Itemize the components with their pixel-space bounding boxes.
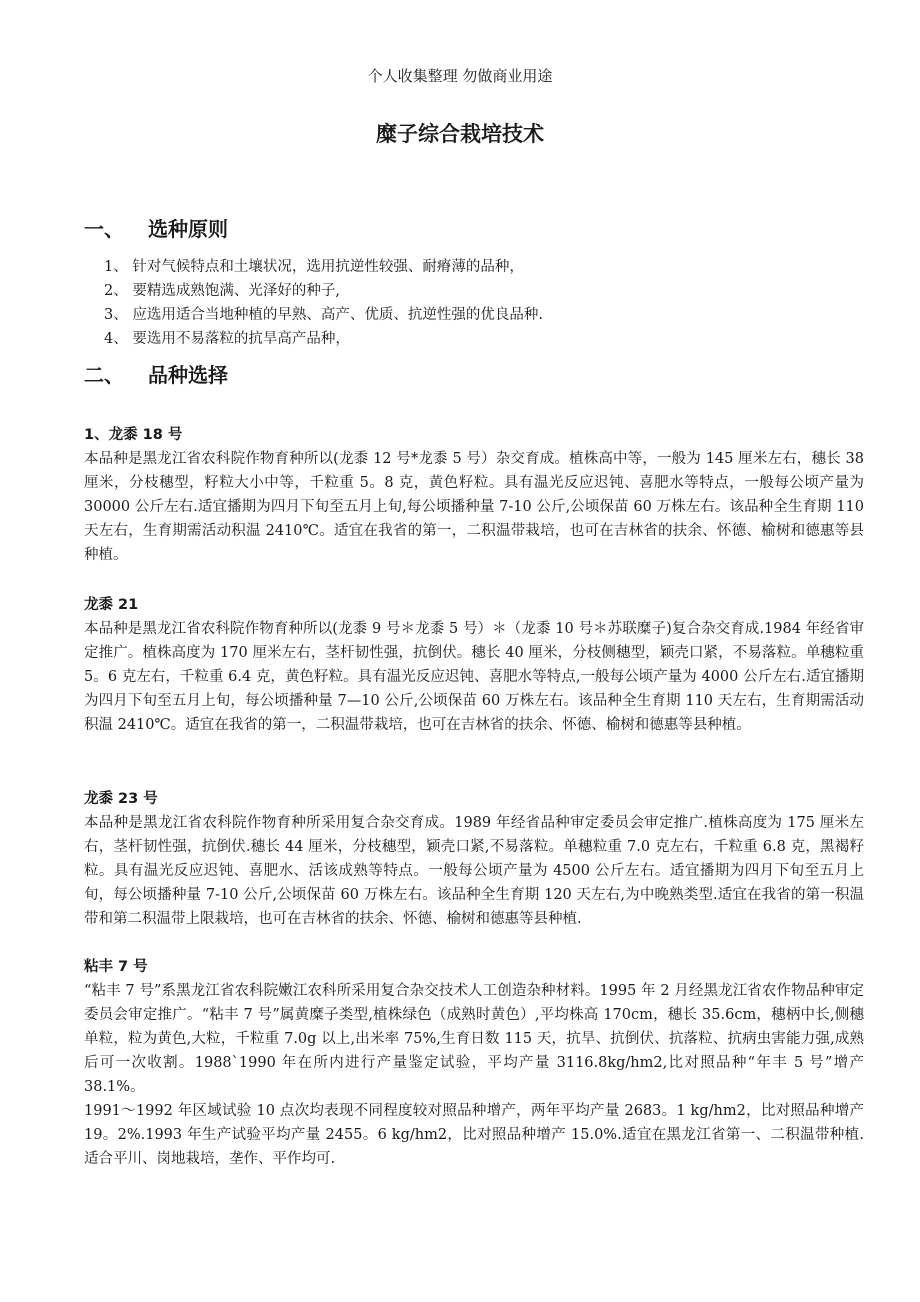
list-item: 1、 针对气候特点和土壤状况，选用抗逆性较强、耐瘠薄的品种， (104, 259, 524, 275)
variety-description: 本品种是黑龙江省农科院作物育种所采用复合杂交育成。1989 年经省品种审定委员会审定推广.植株高度为 175 厘米左右，茎杆韧性强，抗倒伏.穗长 44 厘米，分枝穗型，颖壳口紧,不易落粒。单穗粒重 7.0 克左右，千粒重 6.8 克，黑褐籽粒。具有温光反应迟钝、喜肥水、活该成熟等特点。一般每公顷产量为 4500 公斤左右。适宜播期为四月下旬至五月上旬，每公顷播种量 7-10 公斤,公顷保苗 60 万株左右。该品种全生育期 120 天左右,为中晚熟类型.适宜在我省的第一积温带和第二积温带上限栽培，也可在吉林省的扶余、怀德、榆树和德惠等县种植. (84, 815, 864, 927)
section-heading-2 (84, 362, 228, 388)
section-number: 一、 (84, 217, 124, 241)
page-title: 糜子综合栽培技术 (376, 122, 544, 146)
list-item: 4、 要选用不易落粒的抗旱高产品种， (104, 331, 350, 347)
section-title: 选种原则 (148, 217, 228, 241)
selection-principles-list (104, 255, 543, 351)
variety-name: 粘丰 7 号 (84, 959, 148, 975)
variety-block-longshu-21 (84, 593, 864, 737)
list-item: 2、 要精选成熟饱满、光泽好的种子, (104, 283, 340, 299)
variety-name: 1、龙黍 18 号 (84, 427, 183, 443)
section-number: 二、 (84, 363, 124, 387)
variety-block-longshu-18 (84, 423, 864, 567)
variety-block-longshu-23 (84, 787, 864, 931)
list-item: 3、 应选用适合当地种植的早熟、高产、优质、抗逆性强的优良品种. (104, 307, 543, 323)
variety-description: 本品种是黑龙江省农科院作物育种所以(龙黍 9 号＊龙黍 5 号）＊（龙黍 10 号＊苏联糜子)复合杂交育成.1984 年经省审定推广。植株高度为 170 厘米左右，茎杆韧性强，抗倒伏。穗长 40 厘米，分枝侧穗型，颖壳口紧，不易落粒。单穗粒重 5。6 克左右，千粒重 6.4 克，黄色籽粒。具有温光反应迟钝、喜肥水等特点,一般每公顷产量为 4000 公斤左右.适宜播期为四月下旬至五月上旬，每公顷播种量 7—10 公斤,公顷保苗 60 万株左右。该品种全生育期 110 天左右，生育期需活动积温 2410℃。适宜在我省的第一，二积温带栽培，也可在吉林省的扶余、怀德、榆树和德惠等县种植。 (84, 621, 864, 733)
variety-block-nianfeng-7 (84, 955, 864, 1171)
variety-name: 龙黍 23 号 (84, 791, 158, 807)
section-title: 品种选择 (148, 363, 228, 387)
variety-description: 1991～1992 年区域试验 10 点次均表现不同程度较对照品种增产，两年平均产量 2683。1 kg/hm2，比对照品种增产 19。2%.1993 年生产试验平均产量 2455。6 kg/hm2，比对照品种增产 15.0%.适宜在黑龙江省第一、二积温带种植.适合平川、岗地栽培，垄作、平作均可. (84, 1103, 864, 1167)
variety-description: “粘丰 7 号”系黑龙江省农科院嫩江农科所采用复合杂交技术人工创造杂种材料。1995 年 2 月经黑龙江省农作物品种审定委员会审定推广。“粘丰 7 号”属黄糜子类型,植株绿色（成熟时黄色）,平均株高 170cm，穗长 35.6cm，穗柄中长,侧穗单粒，粒为黄色,大粒，千粒重 7.0g 以上,出米率 75%,生育日数 115 天，抗旱、抗倒伏、抗落粒、抗病虫害能力强,成熟后可一次收割。1988`1990 年在所内进行产量鉴定试验，平均产量 3116.8kg/hm2,比对照品种“年丰 5 号”增产 38.1%。 (84, 983, 864, 1095)
variety-name: 龙黍 21 (84, 597, 139, 613)
section-heading-1 (84, 216, 228, 242)
variety-description: 本品种是黑龙江省农科院作物育种所以(龙黍 12 号*龙黍 5 号）杂交育成。植株高中等，一般为 145 厘米左右，穗长 38 厘米，分枝穗型，籽粒大小中等，千粒重 5。8 克，黄色籽粒。具有温光反应迟钝、喜肥水等特点，一般每公顷产量为 30000 公斤左右.适宜播期为四月下旬至五月上旬,每公顷播种量 7-10 公斤,公顷保苗 60 万株左右。该品种全生育期 110 天左右，生育期需活动积温 2410℃。适宜在我省的第一，二积温带栽培，也可在吉林省的扶余、怀德、榆树和德惠等县种植。 (84, 451, 864, 563)
header-note: 个人收集整理 勿做商业用途 (367, 67, 553, 85)
